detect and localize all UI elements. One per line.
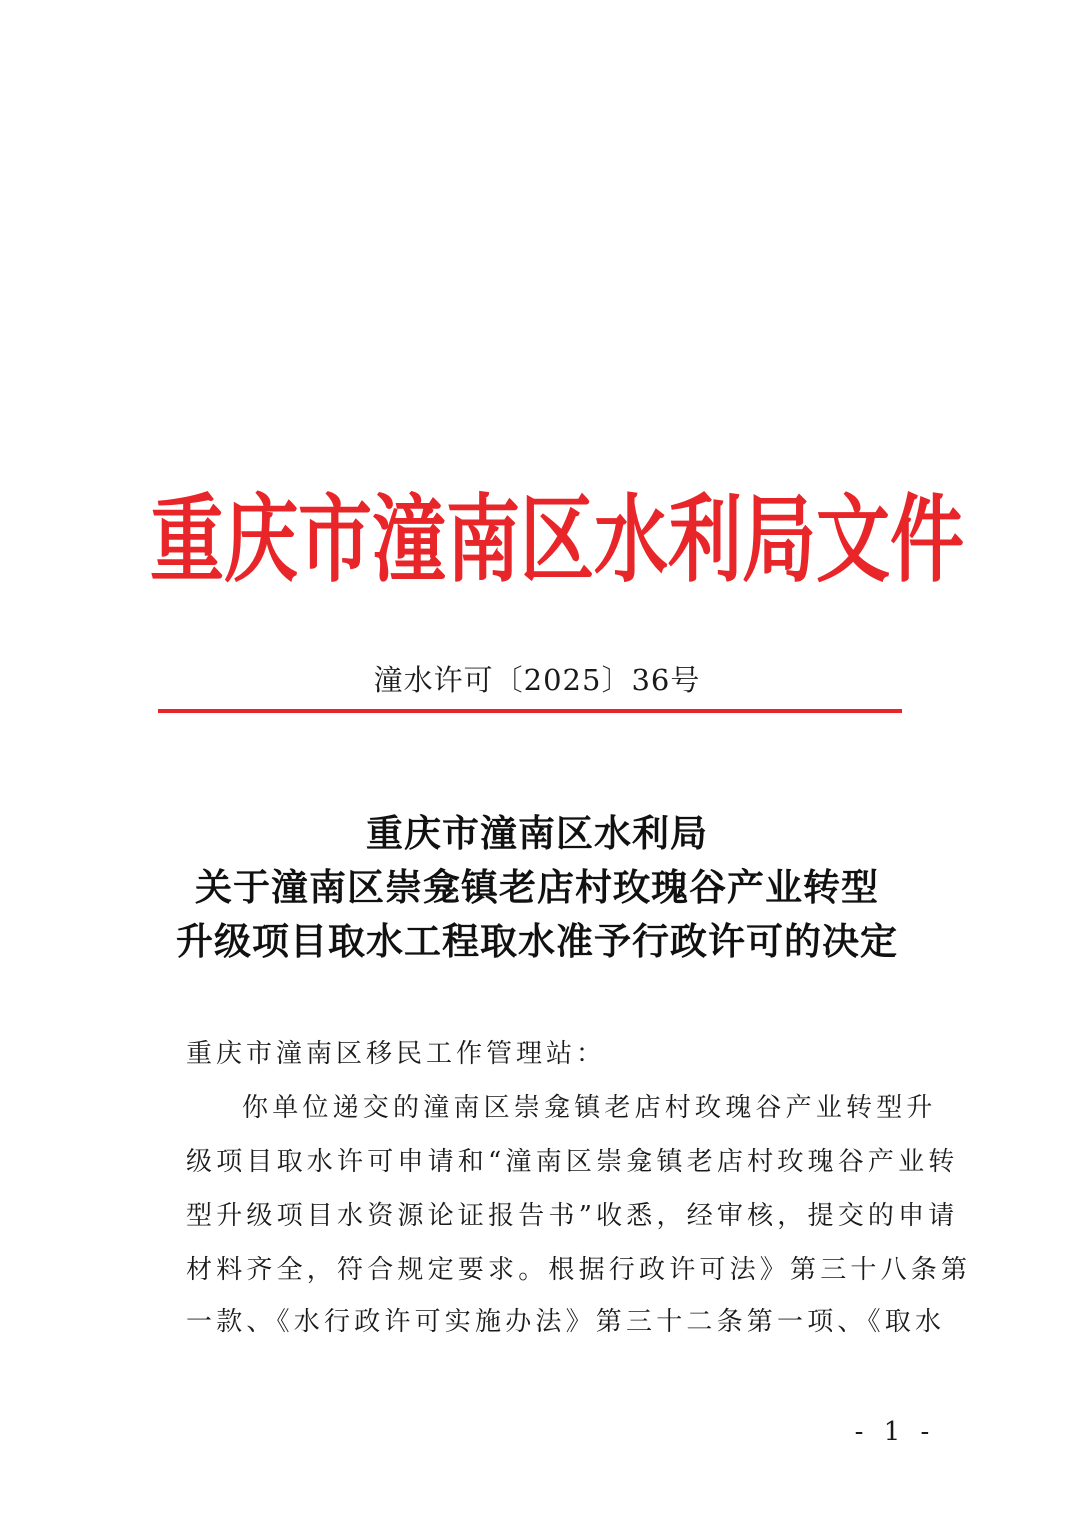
body-paragraph-line: 一款、《水行政许可实施办法》第三十二条第一项、《取水 [186, 1307, 946, 1337]
body-paragraph-line: 型升级项目水资源论证报告书”收悉，经审核，提交的申请 [186, 1201, 959, 1231]
body-paragraph-line: 你单位递交的潼南区崇龛镇老店村玫瑰谷产业转型升 [242, 1093, 937, 1123]
body-paragraph-line: 材料齐全，符合规定要求。根据行政许可法》第三十八条第 [186, 1255, 972, 1285]
body-paragraph-line: 级项目取水许可申请和“潼南区崇龛镇老店村玫瑰谷产业转 [186, 1147, 959, 1177]
document-number: 潼水许可〔2025〕36号 [373, 663, 701, 697]
red-divider-line [158, 709, 902, 713]
document-title [0, 806, 1074, 968]
issuing-organization-header: 重庆市潼南区水利局文件 [150, 485, 964, 596]
title-line-1: 重庆市潼南区水利局 [366, 811, 708, 855]
page-number: - 1 - [854, 1417, 936, 1447]
addressee: 重庆市潼南区移民工作管理站： [186, 1039, 607, 1069]
title-line-3: 升级项目取水工程取水准予行政许可的决定 [176, 919, 898, 963]
title-line-2: 关于潼南区崇龛镇老店村玫瑰谷产业转型 [195, 865, 879, 909]
